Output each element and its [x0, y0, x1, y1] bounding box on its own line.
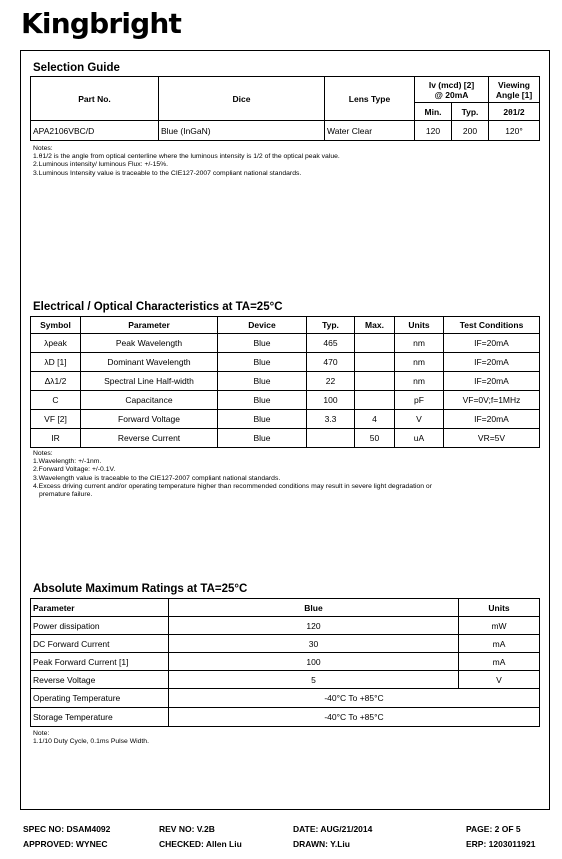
cell-parameter: Spectral Line Half-width — [81, 372, 218, 391]
footer-spec-no: SPEC NO: DSAM4092 — [23, 824, 111, 834]
cell-symbol: IR — [31, 429, 81, 448]
cell-typ: 22 — [307, 372, 355, 391]
header-iv-line2: @ 20mA — [434, 89, 469, 100]
table-row — [31, 671, 540, 689]
header-lens-type: Lens Type — [325, 77, 415, 121]
cell-parameter: Reverse Voltage — [31, 671, 169, 689]
cell-value: -40°C To +85°C — [169, 689, 540, 708]
note-line: 1.θ1/2 is the angle from optical centerline where the luminous intensity is 1/2 of the optical peak value. — [33, 153, 340, 161]
header-dice: Dice — [159, 77, 325, 121]
cell-test-condition: VR=5V — [444, 429, 540, 448]
cell-max — [355, 391, 395, 410]
cell-test-condition: IF=20mA — [444, 410, 540, 429]
header-iv — [415, 77, 489, 103]
footer-drawn: DRAWN: Y.Liu — [293, 839, 350, 849]
electrical-notes — [33, 450, 432, 499]
note-line: Notes: — [33, 145, 53, 152]
cell-units: mA — [459, 635, 540, 653]
cell-units: uA — [395, 429, 444, 448]
header-viewing-angle — [489, 77, 540, 103]
table-row — [31, 653, 540, 671]
electrical-title: Electrical / Optical Characteristics at TA=25°C — [33, 301, 283, 313]
cell-max: 50 — [355, 429, 395, 448]
note-line: 4.Excess driving current and/or operating temperature higher than recommended conditions may result in severe light degradation or — [33, 482, 432, 490]
cell-units: V — [459, 671, 540, 689]
cell-symbol: C — [31, 391, 81, 410]
table-row — [31, 429, 540, 448]
header-symbol: Symbol — [31, 317, 81, 334]
cell-value: 120 — [169, 617, 459, 635]
cell-part-no: APA2106VBC/D — [31, 121, 159, 141]
cell-test-condition: IF=20mA — [444, 353, 540, 372]
cell-symbol: λpeak — [31, 334, 81, 353]
cell-device: Blue — [218, 334, 307, 353]
cell-typ: 470 — [307, 353, 355, 372]
selection-guide-table — [30, 76, 540, 141]
note-line: Notes: — [33, 450, 53, 457]
selection-guide-title: Selection Guide — [33, 62, 120, 74]
cell-device: Blue — [218, 372, 307, 391]
footer-checked: CHECKED: Allen Liu — [159, 839, 242, 849]
cell-test-condition: IF=20mA — [444, 372, 540, 391]
absolute-ratings-table — [30, 598, 540, 727]
cell-value: 30 — [169, 635, 459, 653]
cell-units: nm — [395, 353, 444, 372]
note-line: premature failure. — [39, 491, 93, 499]
header-max: Max. — [355, 317, 395, 334]
cell-max — [355, 334, 395, 353]
note-line: 2.Luminous intensity/ luminous Flux: +/-15%. — [33, 161, 169, 169]
cell-max — [355, 372, 395, 391]
cell-parameter: Peak Wavelength — [81, 334, 218, 353]
cell-parameter: Reverse Current — [81, 429, 218, 448]
cell-parameter: Dominant Wavelength — [81, 353, 218, 372]
absolute-ratings-title: Absolute Maximum Ratings at TA=25°C — [33, 583, 248, 595]
table-row — [31, 391, 540, 410]
note-line: 3.Luminous Intensity value is traceable to the CIE127-2007 compliant national standards. — [33, 169, 302, 177]
table-row — [31, 372, 540, 391]
cell-units: mW — [459, 617, 540, 635]
table-row — [31, 708, 540, 727]
header-angle-line2: Angle [1] — [495, 89, 533, 100]
cell-value: 5 — [169, 671, 459, 689]
header-device: Device — [218, 317, 307, 334]
cell-min: 120 — [415, 121, 452, 141]
table-row — [31, 617, 540, 635]
note-line: Note: — [33, 730, 50, 737]
cell-units: nm — [395, 334, 444, 353]
cell-typ: 3.3 — [307, 410, 355, 429]
cell-units: V — [395, 410, 444, 429]
header-parameter: Parameter — [31, 599, 169, 617]
cell-parameter: Capacitance — [81, 391, 218, 410]
cell-test-condition: VF=0V;f=1MHz — [444, 391, 540, 410]
electrical-table — [30, 316, 540, 448]
cell-parameter: Storage Temperature — [31, 708, 169, 727]
kingbright-logo: Kingbright — [21, 7, 182, 40]
cell-device: Blue — [218, 410, 307, 429]
cell-device: Blue — [218, 391, 307, 410]
header-typ: Typ. — [307, 317, 355, 334]
cell-parameter: Power dissipation — [31, 617, 169, 635]
cell-max: 4 — [355, 410, 395, 429]
header-min: Min. — [415, 103, 452, 121]
table-row — [31, 121, 540, 141]
footer-erp: ERP: 1203011921 — [466, 839, 536, 849]
cell-typ: 100 — [307, 391, 355, 410]
cell-units: mA — [459, 653, 540, 671]
cell-parameter: Peak Forward Current [1] — [31, 653, 169, 671]
cell-value: -40°C To +85°C — [169, 708, 540, 727]
footer-approved: APPROVED: WYNEC — [23, 839, 108, 849]
absolute-ratings-notes — [33, 730, 149, 746]
cell-device: Blue — [218, 353, 307, 372]
note-line: 1.1/10 Duty Cycle, 0.1ms Pulse Width. — [33, 738, 149, 746]
note-line: 2.Forward Voltage: +/-0.1V. — [33, 466, 116, 474]
cell-test-condition: IF=20mA — [444, 334, 540, 353]
header-part-no: Part No. — [31, 77, 159, 121]
cell-parameter: Forward Voltage — [81, 410, 218, 429]
cell-angle: 120° — [489, 121, 540, 141]
cell-max — [355, 353, 395, 372]
cell-units: pF — [395, 391, 444, 410]
header-angle-line1: Viewing — [498, 79, 530, 90]
table-row — [31, 689, 540, 708]
cell-typ — [307, 429, 355, 448]
header-typ: Typ. — [452, 103, 489, 121]
table-row — [31, 353, 540, 372]
header-blue: Blue — [169, 599, 459, 617]
header-iv-line1: Iv (mcd) [2] — [428, 79, 475, 90]
cell-symbol: λD [1] — [31, 353, 81, 372]
cell-typ: 465 — [307, 334, 355, 353]
header-units: Units — [395, 317, 444, 334]
header-test-conditions: Test Conditions — [444, 317, 540, 334]
header-units: Units — [459, 599, 540, 617]
footer-date: DATE: AUG/21/2014 — [293, 824, 373, 834]
cell-units: nm — [395, 372, 444, 391]
cell-symbol: VF [2] — [31, 410, 81, 429]
header-parameter: Parameter — [81, 317, 218, 334]
cell-typ: 200 — [452, 121, 489, 141]
header-angle-sub: 2θ1/2 — [489, 103, 540, 121]
table-row — [31, 334, 540, 353]
footer-rev-no: REV NO: V.2B — [159, 824, 215, 834]
cell-parameter: DC Forward Current — [31, 635, 169, 653]
cell-symbol: Δλ1/2 — [31, 372, 81, 391]
cell-value: 100 — [169, 653, 459, 671]
selection-guide-notes — [33, 145, 340, 178]
table-row — [31, 635, 540, 653]
footer-page: PAGE: 2 OF 5 — [466, 824, 521, 834]
note-line: 3.Wavelength value is traceable to the CIE127-2007 compliant national standards. — [33, 474, 281, 482]
cell-device: Blue — [218, 429, 307, 448]
cell-parameter: Operating Temperature — [31, 689, 169, 708]
note-line: 1.Wavelength: +/-1nm. — [33, 458, 102, 466]
cell-lens-type: Water Clear — [325, 121, 415, 141]
cell-dice: Blue (InGaN) — [159, 121, 325, 141]
table-row — [31, 410, 540, 429]
